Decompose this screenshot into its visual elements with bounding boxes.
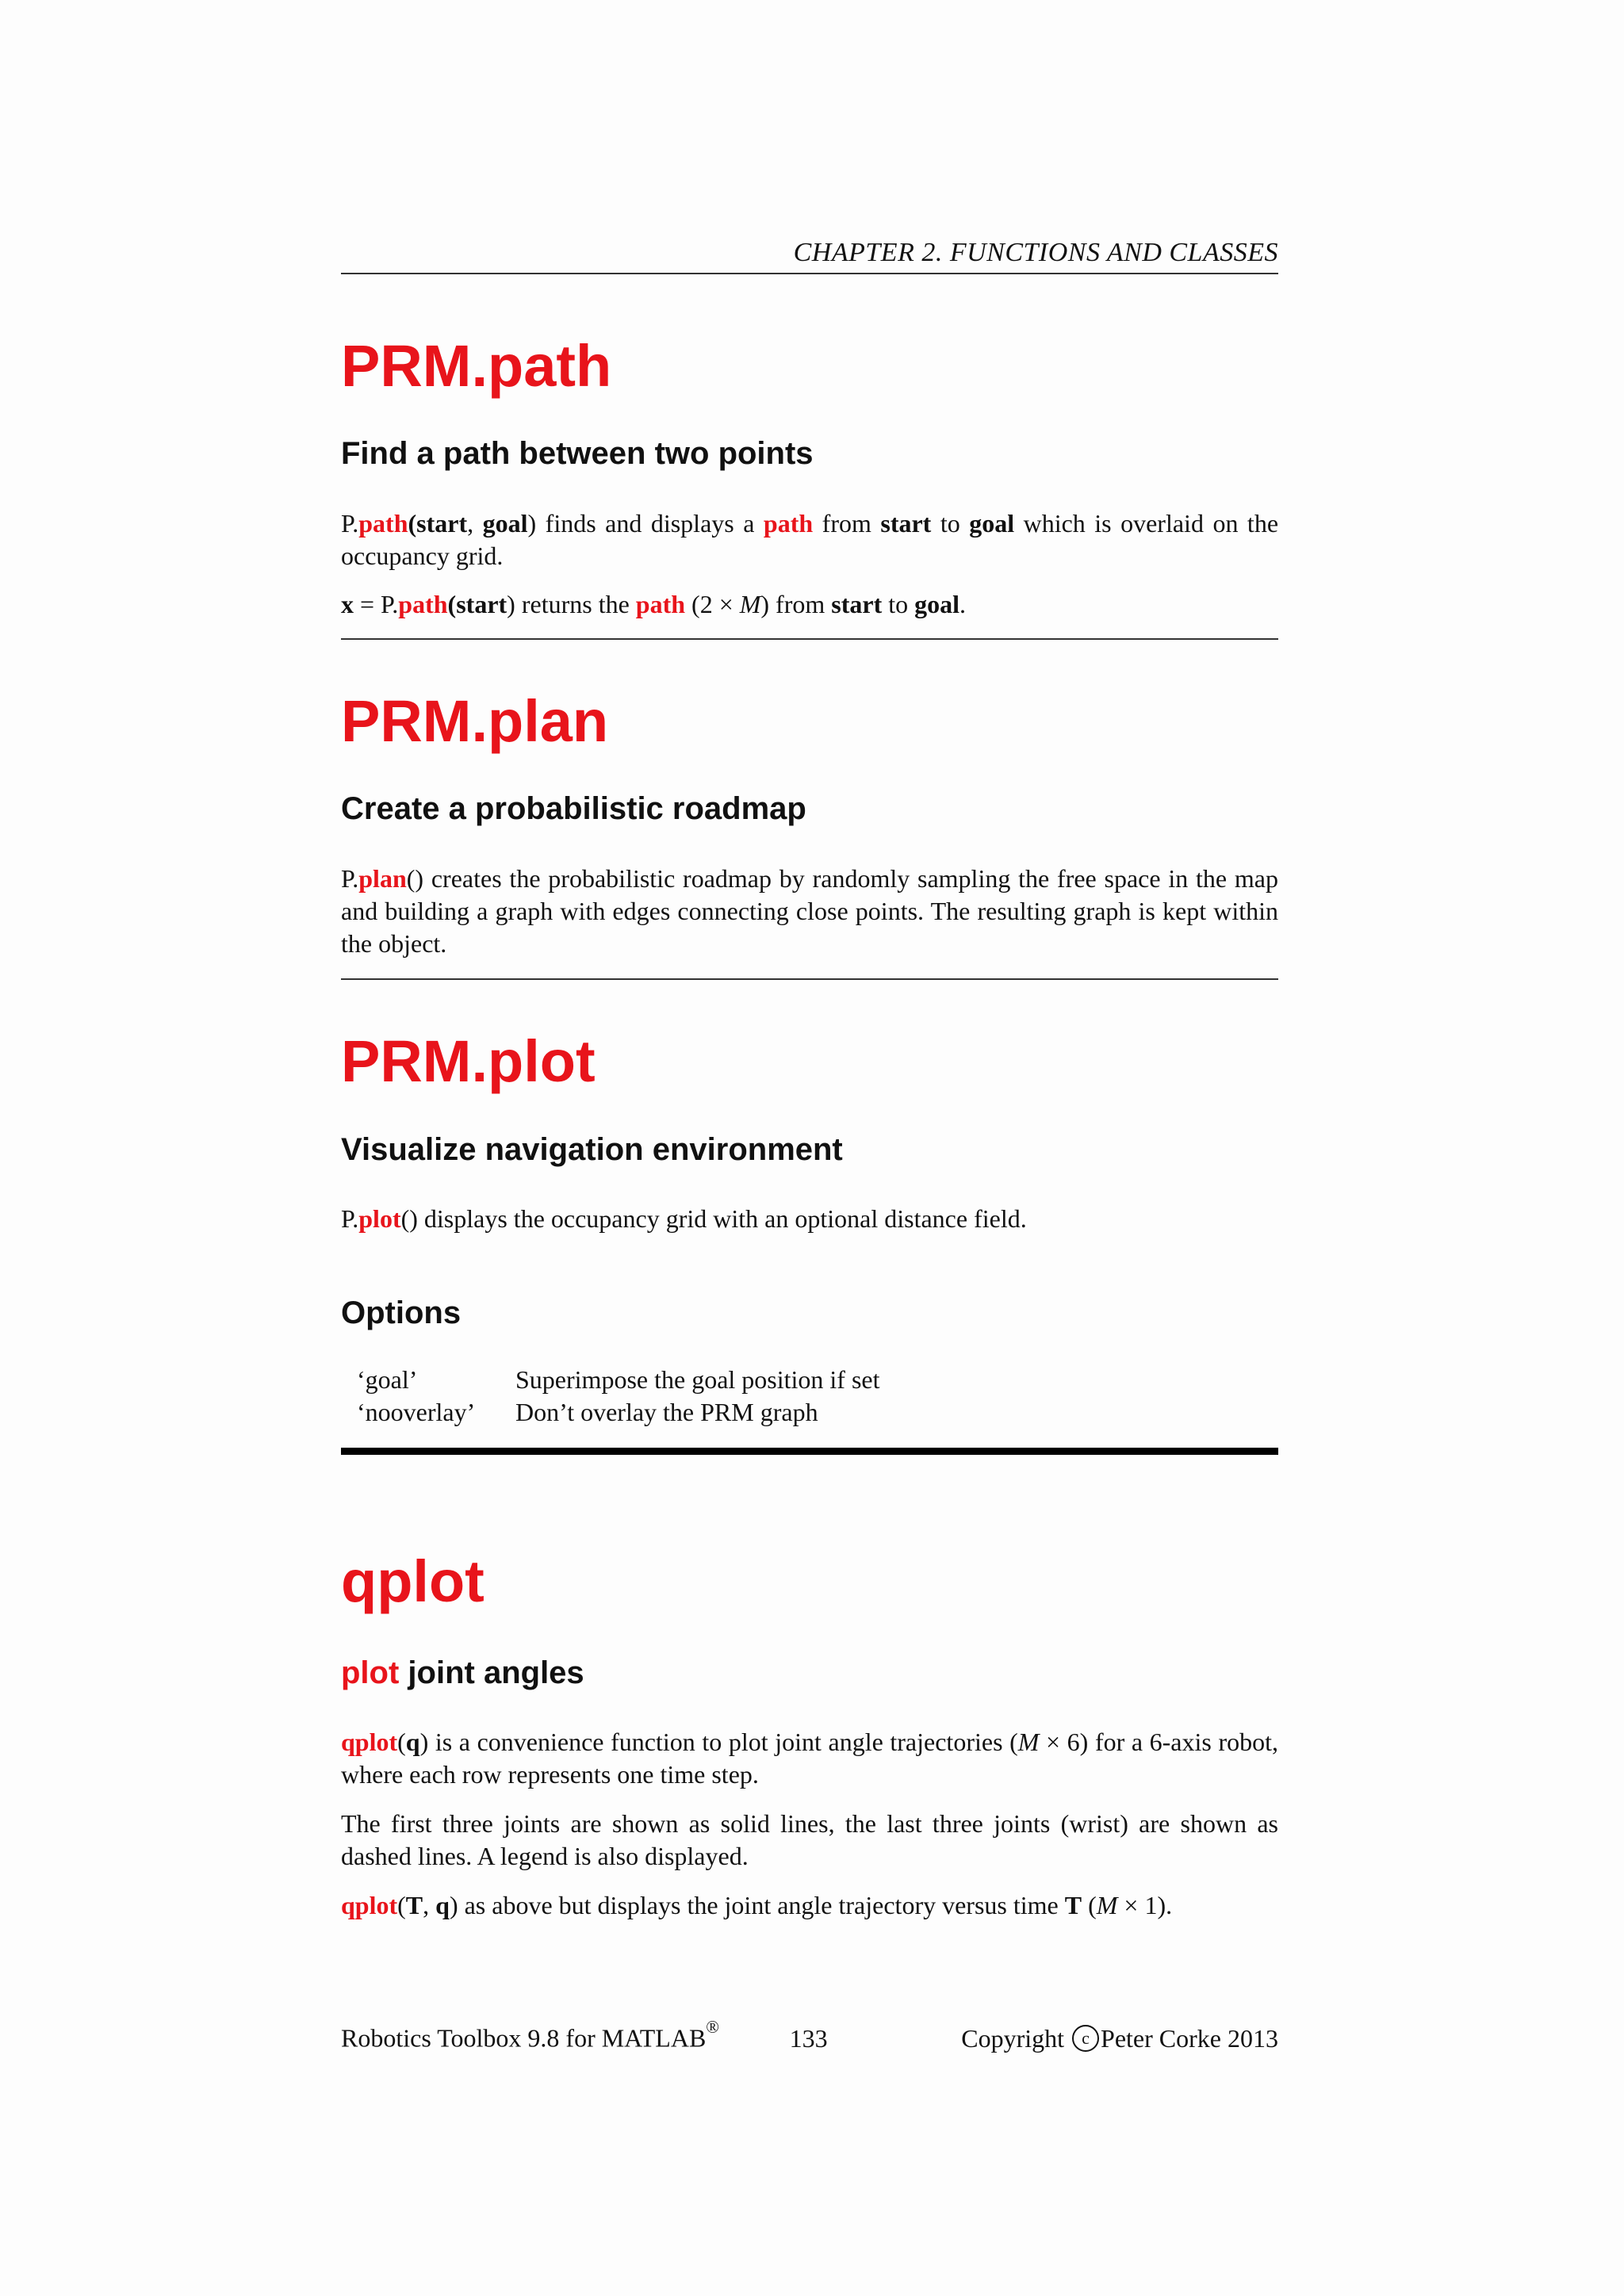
text: ): [527, 509, 537, 538]
options-heading-wrap: [341, 1297, 1278, 1329]
text: () creates the probabilistic roadmap by randomly sampling the free space in the map and building a graph with edges connecting close points. The resulting graph is kept within the object.: [341, 864, 1278, 958]
paragraph: [341, 1889, 1278, 1922]
text: from: [813, 509, 881, 538]
option-value: Superimpose the goal position if set: [515, 1365, 880, 1394]
text: × 1).: [1117, 1891, 1173, 1919]
paragraph: [341, 863, 1278, 960]
option-key: ‘nooverlay’: [357, 1398, 476, 1426]
options-heading: Options: [341, 1295, 462, 1330]
text: ,: [423, 1891, 436, 1919]
text: (: [397, 1891, 406, 1919]
section-prm-plan: [341, 688, 1278, 754]
section-prm-plot: [341, 1028, 1278, 1094]
text: returns the: [515, 590, 636, 618]
function-title: PRM.plan: [341, 688, 609, 754]
function-description: Find a path between two points: [341, 436, 814, 471]
section-divider: [341, 978, 1278, 980]
text: (: [397, 1728, 406, 1756]
text: finds and displays a: [536, 509, 764, 538]
function-name: qplot: [341, 1891, 398, 1919]
text: ): [507, 590, 515, 618]
text: The first three joints are shown as solid lines, the last three joints (wrist) are shown as dashed lines. A legend is also displayed.: [341, 1809, 1278, 1870]
method-name: plan: [358, 864, 407, 893]
argument: q: [405, 1728, 420, 1756]
paragraph: [341, 507, 1278, 572]
text: ): [449, 1891, 458, 1919]
options-table: [357, 1364, 880, 1429]
chapter-divider: [341, 1448, 1278, 1455]
text: (: [1082, 1891, 1097, 1919]
method-name: plot: [358, 1204, 401, 1233]
footer-title: Robotics Toolbox 9.8 for MATLAB: [341, 2023, 707, 2053]
argument: start: [456, 590, 508, 618]
section-desc-wrap: [341, 793, 1278, 825]
paragraph: [341, 1203, 1278, 1235]
text: ): [419, 1728, 429, 1756]
text: .: [959, 590, 966, 618]
argument: start: [831, 590, 883, 618]
argument: start: [416, 509, 468, 538]
text: is a convenience function to plot joint angle trajectories (: [428, 1728, 1018, 1756]
text: which is overlaid on the occupancy grid.: [341, 509, 1279, 570]
function-title: PRM.plot: [341, 1028, 596, 1094]
math-var: M: [1096, 1891, 1118, 1919]
argument: goal: [969, 509, 1015, 538]
section-prm-path: [341, 333, 1278, 399]
paragraph: [341, 588, 1278, 621]
section-desc-wrap: [341, 1657, 1278, 1689]
section-divider: [341, 638, 1278, 640]
section-desc-wrap: [341, 1134, 1278, 1165]
paragraph: [341, 1726, 1278, 1791]
argument: T: [1064, 1891, 1082, 1919]
text: × 6) for a 6-axis robot, where each row represents one time step.: [341, 1728, 1279, 1789]
footer-left: [341, 2017, 719, 2053]
function-description: Visualize navigation environment: [341, 1132, 843, 1167]
argument: goal: [914, 590, 959, 618]
text: P.: [341, 509, 359, 538]
text: ,: [467, 509, 483, 538]
footer-copyright: [961, 2024, 1278, 2055]
argument: q: [435, 1891, 450, 1919]
copyright-icon: c: [1072, 2025, 1099, 2052]
option-row: [357, 1364, 880, 1396]
keyword: path: [635, 590, 686, 618]
math-var: M: [1017, 1728, 1040, 1756]
text: (: [408, 509, 417, 538]
keyword: path: [763, 509, 814, 538]
method-name: path: [398, 590, 448, 618]
text: to: [882, 590, 915, 618]
method-name: path: [358, 509, 408, 538]
registered-mark: ®: [706, 2017, 719, 2037]
paragraph: [341, 1808, 1278, 1873]
option-row: [357, 1396, 880, 1429]
math-var: M: [739, 590, 761, 618]
function-description: [341, 1657, 1278, 1689]
section-qplot: [341, 1548, 1278, 1614]
function-title: PRM.path: [341, 333, 612, 399]
text: (2 ×: [685, 590, 740, 618]
text: as above but displays the joint angle trajectory versus time: [458, 1891, 1065, 1919]
text: to: [931, 509, 970, 538]
page-number: 133: [789, 2023, 828, 2053]
section-desc-wrap: [341, 438, 1278, 469]
variable: x: [341, 590, 354, 618]
argument: T: [405, 1891, 423, 1919]
function-description: Create a probabilistic roadmap: [341, 791, 806, 826]
text: joint angles: [399, 1655, 584, 1690]
function-title: qplot: [341, 1548, 485, 1614]
argument: goal: [482, 509, 528, 538]
argument: start: [880, 509, 932, 538]
text: () displays the occupancy grid with an optional distance field.: [400, 1204, 1027, 1233]
function-name: qplot: [341, 1728, 398, 1756]
option-value: Don’t overlay the PRM graph: [515, 1398, 818, 1426]
running-header: CHAPTER 2. FUNCTIONS AND CLASSES: [341, 238, 1278, 274]
page-footer: [341, 2017, 1278, 2054]
text: P.: [341, 864, 359, 893]
text: ) from: [760, 590, 832, 618]
text: = P.: [354, 590, 399, 618]
text: P.: [341, 1204, 359, 1233]
copyright-owner: Peter Corke 2013: [1101, 2023, 1278, 2053]
text: (: [447, 590, 457, 618]
option-key: ‘goal’: [357, 1365, 418, 1394]
copyright-text: Copyright: [961, 2023, 1071, 2053]
keyword: plot: [341, 1655, 400, 1690]
